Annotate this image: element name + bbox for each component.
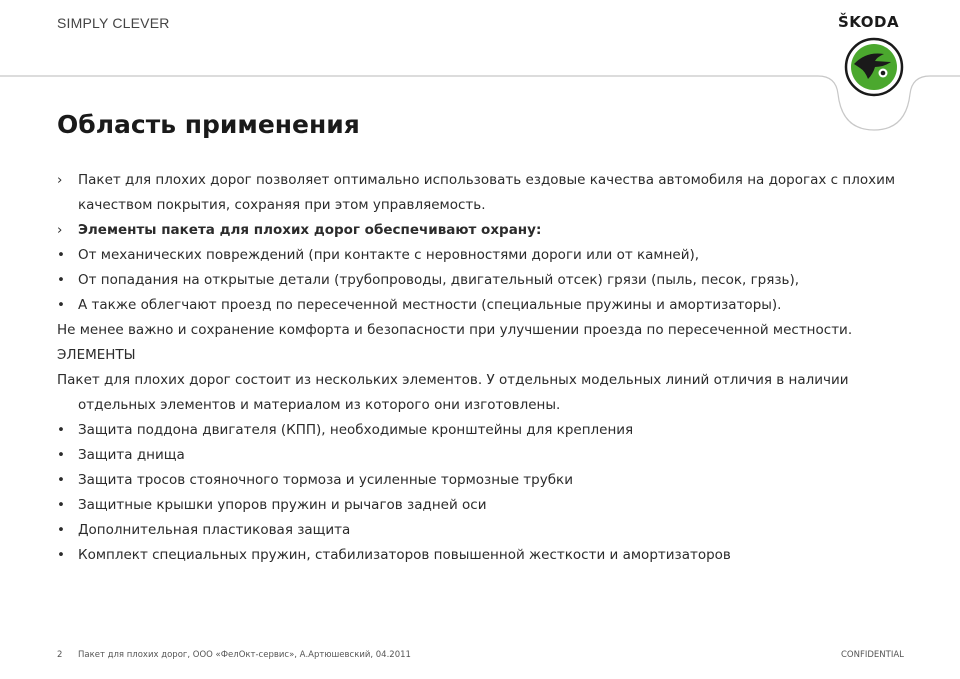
bullet-icon: • — [57, 247, 65, 263]
text-line: От механических повреждений (при контакте с неровностями дороги или от камней), — [78, 247, 700, 263]
chevron-right-icon: › — [57, 222, 63, 238]
text-line: ЭЛЕМЕНТЫ — [57, 347, 136, 363]
bullet-item — [57, 418, 917, 443]
paragraph — [57, 368, 917, 418]
footer-caption: Пакет для плохих дорог, ООО «ФелОкт-сервис», А.Артюшевский, 04.2011 — [78, 650, 411, 660]
text-line: А также облегчают проезд по пересеченной местности (специальные пружины и амортизаторы). — [78, 297, 782, 313]
text-line: качеством покрытия, сохраняя при этом управляемость. — [78, 197, 486, 213]
bullet-icon: • — [57, 522, 65, 538]
page-title: Область применения — [57, 110, 360, 139]
brand-wordmark: ŠKODA — [838, 13, 900, 31]
arrow-item — [57, 218, 917, 243]
brand-tagline: SIMPLY CLEVER — [57, 15, 170, 31]
page-number: 2 — [57, 650, 63, 660]
bullet-item — [57, 518, 917, 543]
text-line: Элементы пакета для плохих дорог обеспечивают охрану: — [78, 222, 542, 238]
text-line: От попадания на открытые детали (трубопроводы, двигательный отсек) грязи (пыль, песок, грязь), — [78, 272, 800, 288]
text-line: отдельных элементов и материалом из которого они изготовлены. — [78, 397, 561, 413]
chevron-right-icon: › — [57, 172, 63, 188]
bullet-item — [57, 243, 917, 268]
text-line: Защита поддона двигателя (КПП), необходимые кронштейны для крепления — [78, 422, 634, 438]
paragraph — [57, 343, 917, 368]
bullet-icon: • — [57, 297, 65, 313]
text-line: Комплект специальных пружин, стабилизаторов повышенной жесткости и амортизаторов — [78, 547, 731, 563]
bullet-item — [57, 293, 917, 318]
text-line: Пакет для плохих дорог состоит из нескольких элементов. У отдельных модельных линий отличия в наличии — [57, 372, 849, 388]
bullet-icon: • — [57, 422, 65, 438]
text-line: Пакет для плохих дорог позволяет оптимально использовать ездовые качества автомобиля на дорогах с плохим — [78, 172, 896, 188]
bullet-item — [57, 468, 917, 493]
text-line: Защита днища — [78, 447, 185, 463]
text-line: Защита тросов стояночного тормоза и усиленные тормозные трубки — [78, 472, 573, 488]
text-line: Защитные крышки упоров пружин и рычагов задней оси — [78, 497, 487, 513]
paragraph — [57, 318, 917, 343]
bullet-icon: • — [57, 447, 65, 463]
bullet-icon: • — [57, 272, 65, 288]
skoda-logo-icon — [844, 37, 904, 97]
confidential-label: CONFIDENTIAL — [841, 650, 904, 660]
text-line: Дополнительная пластиковая защита — [78, 522, 351, 538]
bullet-item — [57, 493, 917, 518]
body-text — [57, 168, 917, 568]
bullet-item — [57, 268, 917, 293]
bullet-icon: • — [57, 547, 65, 563]
bullet-icon: • — [57, 472, 65, 488]
bullet-item — [57, 443, 917, 468]
bullet-icon: • — [57, 497, 65, 513]
text-line: Не менее важно и сохранение комфорта и безопасности при улучшении проезда по пересеченной местности. — [57, 322, 853, 338]
arrow-item — [57, 168, 917, 218]
bullet-item — [57, 543, 917, 568]
